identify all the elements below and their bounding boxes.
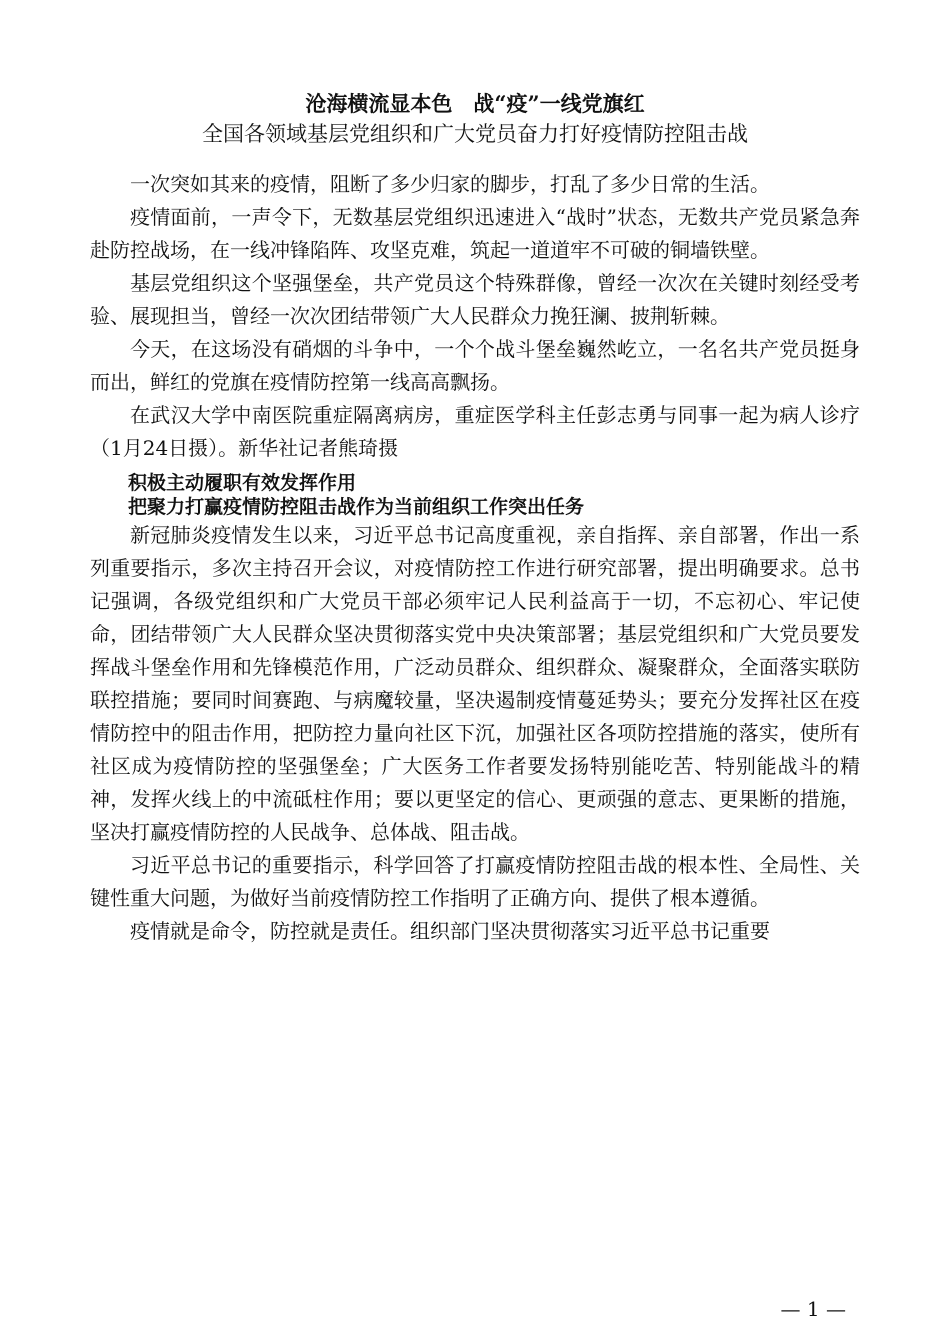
section-subheading: 把聚力打赢疫情防控阻击战作为当前组织工作突出任务 bbox=[128, 496, 585, 518]
page-title: 沧海横流显本色 战“疫”一线党旗红 bbox=[305, 91, 645, 116]
paragraph: 基层党组织这个坚强堡垒，共产党员这个特殊群像，曾经一次次在关键时刻经受考验、展现担当，曾经一次次团结带领广大人民群众力挽狂澜、披荆斩棘。 bbox=[90, 271, 860, 328]
paragraph: 新冠肺炎疫情发生以来，习近平总书记高度重视，亲自指挥、亲自部署，作出一系列重要指示，多次主持召开会议，对疫情防控工作进行研究部署，提出明确要求。总书记强调，各级党组织和广大党员干部必须牢记人民利益高于一切，不忘初心、牢记使命，团结带领广大人民群众坚决贯彻落实党中央决策部署；基层党组织和广大党员要发挥战斗堡垒作用和先锋模范作用，广泛动员群众、组织群众、凝聚群众，全面落实联防联控措施；要同时间赛跑、与病魔较量，坚决遏制疫情蔓延势头；要充分发挥社区在疫情防控中的阻击作用，把防控力量向社区下沉，加强社区各项防控措施的落实，使所有社区成为疫情防控的坚强堡垒；广大医务工作者要发扬特别能吃苦、特别能战斗的精神，发挥火线上的中流砥柱作用；要以更坚定的信心、更顽强的意志、更果断的措施，坚决打赢疫情防控的人民战争、总体战、阻击战。 bbox=[90, 523, 860, 844]
page-subtitle: 全国各领域基层党组织和广大党员奋力打好疫情防控阻击战 bbox=[202, 122, 748, 146]
paragraph: 疫情就是命令，防控就是责任。组织部门坚决贯彻落实习近平总书记重要 bbox=[130, 919, 770, 943]
paragraph: 今天，在这场没有硝烟的斗争中，一个个战斗堡垒巍然屹立，一名名共产党员挺身而出，鲜红的党旗在疫情防控第一线高高飘扬。 bbox=[90, 337, 860, 394]
paragraph: 习近平总书记的重要指示，科学回答了打赢疫情防控阻击战的根本性、全局性、关键性重大问题，为做好当前疫情防控工作指明了正确方向、提供了根本遵循。 bbox=[90, 853, 860, 910]
article-body bbox=[90, 168, 860, 948]
section-heading: 积极主动履职有效发挥作用 bbox=[128, 472, 357, 494]
photo-caption: 在武汉大学中南医院重症隔离病房，重症医学科主任彭志勇与同事一起为病人诊疗（1月24日摄）。新华社记者熊琦摄 bbox=[90, 403, 860, 460]
paragraph: 一次突如其来的疫情，阻断了多少归家的脚步，打乱了多少日常的生活。 bbox=[130, 172, 770, 196]
paragraph: 疫情面前，一声令下，无数基层党组织迅速进入“战时”状态，无数共产党员紧急奔赴防控战场，在一线冲锋陷阵、攻坚克难，筑起一道道牢不可破的铜墙铁壁。 bbox=[90, 205, 860, 262]
page-number: — 1 — bbox=[780, 1297, 846, 1321]
